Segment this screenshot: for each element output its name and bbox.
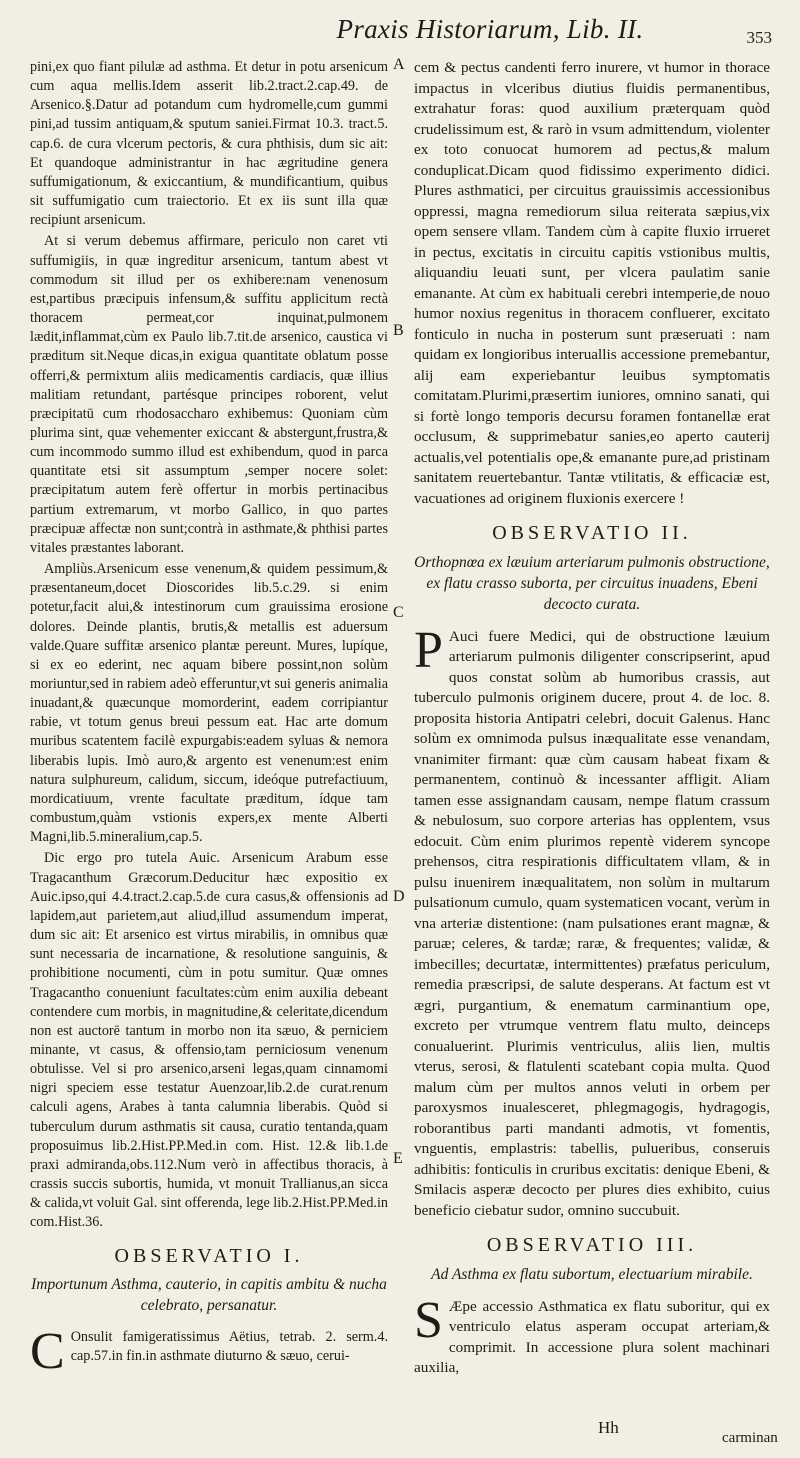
signature-mark: Hh <box>598 1418 619 1437</box>
observation-body <box>414 621 770 1222</box>
margin-letter-e: E <box>393 1150 403 1167</box>
margin-letter-a: A <box>393 56 405 73</box>
drop-cap: P <box>414 621 443 679</box>
margin-letter-c: C <box>393 604 404 621</box>
margin-letter-d: D <box>393 888 405 905</box>
paragraph: Dic ergo pro tutela Auic. Arsenicum Arabum esse Tragacanthum Græcorum.Deducitur hæc expositio ex Auic.ipso,qui 4.4.tract.2.cap.5.de cura casus,& offensionis ad lapidem,aut parietem,aut aliud,illud assumendum imperat, dum sic ait: Et arsenico est virtus mirabilis, in omnibus quæ sunt necessaria de incarnatione, & resolutione sanguinis, & prohibitione nocumenti, cùm in potu sumitur. Quæ omnes Tragacantho conueniunt facultates:cùm enim auxilia debeant contendere cum morbis, in magnitudine,& celeritate,dicendum non est auctorē tantum in morbo non ita sæuo, & perniciem minante, vt casus, & offensio,tam perniciosum venenum obtulisse. Vel si pro arsenico,arseni legas,quam cinnamomi nigri speciem esse testatur Auenzoar,lib.2.de curat.renum calculi agens, Arabes à tanta calumnia liberabis. Quòd si tuberculum durum asthmatis sit causa, curatio tentanda,quam proposuimus lib.2.Hist.PP.Med.in com. Hist. 12.& lib.1.de praxi admiranda,obs.112.Num verò in affectibus thoracis, à crassis succis subortis, humida, vt monuit Trallianus,an sicca & calida,vt voluit Gal. sint offerenda, lege lib.2.Hist.PP.Med.in com.Hist.36. <box>30 850 388 1231</box>
catchword: carminan <box>722 1430 778 1446</box>
observation-body <box>30 1322 388 1380</box>
running-header-title: Praxis Historiarum, Lib. II. <box>336 14 644 44</box>
observation-heading: OBSERVATIO I. <box>114 1244 304 1267</box>
observation-subtitle: Ad Asthma ex flatu subortum, electuarium mirabile. <box>431 1265 753 1283</box>
observation-subtitle: Orthopnœa ex læuium arteriarum pulmonis obstructione, ex flatu crasso suborta, per circuitus inuadens, Ebeni decocto curata. <box>414 553 770 613</box>
margin-letter-b: B <box>393 322 404 339</box>
observation-body <box>414 1291 770 1379</box>
paragraph: cem & pectus candenti ferro inurere, vt humor in thorace impactus in vlceribus diutius fluidis permanentibus, extrahatur foras: quod auxilium præterquam quòd crudelissimum est, & rarò in vsum admittendum, violenter ex toto conuocat humorem ad pectus,& malum conduplicat.Dicam quod fidissimo experimento didici. Plures asthmatici, per circuitus grauissimis accessionibus oppressi, magna remediorum silua reiterata sæpius,vix opem sensere vllam. Tandem cùm à capite fluxio irrueret in pectus, excitatis in circuitu capitis vstionibus multis, aliquandiu leuati sunt, per vlcera paulatim sanie emanante. At cùm ex habituali cerebri intemperie,de nouo humor noxius regenitus in thoracem confluerer, excitato fonticulo in nucha in posterum sunt præseruati : nam quidam ex longioribus interuallis accessione premebantur, alij eam experiebantur leuibus symptomatis comitatam.Plurimi,præsertim iuniores, omnino sanati, qui si fortè longo temporis decursu foramen fontanellæ erat occlusum, & supprimebatur sanies,eo aperto cauterij actualis,vel potentialis ope,& emanante pure,ad pristinam sanitatem reuertebantur. Tantæ vtilitatis, & efficaciæ est, vacuationes ad originem fluxionis exercere ! <box>414 59 770 507</box>
observation-heading: OBSERVATIO III. <box>486 1234 698 1256</box>
drop-cap: S <box>414 1291 443 1349</box>
observation-subtitle: Importunum Asthma, cauterio, in capitis ambitu & nucha celebrato, persanatur. <box>31 1275 387 1314</box>
page-number: 353 <box>746 28 772 47</box>
drop-cap: C <box>30 1322 65 1380</box>
observation-heading: OBSERVATIO II. <box>492 522 692 544</box>
observation-text: Æpe accessio Asthmatica ex flatu suboritur, qui ex ventriculo elatus asperam occupat arteriam,& comprimit. In accessione plura solent machinari auxilia, <box>414 1297 770 1376</box>
paragraph: Ampliùs.Arsenicum esse venenum,& quidem pessimum,& præsentaneum,docet Dioscorides lib.5.c.29. si enim potetur,facit alui,& intestinorum cum grauissima erosione dolores. Deinde plantis, brutis,& metallis est aduersum valde.Quare suffitæ arsenico plantæ pereunt. Mures, lupíque, si ex eo ederint, nec aquam bibere possint,non solùm moriuntur,sed in rabiem adeò efferuntur,vt sui generis animalia inuadant,& quæcunque momorderint, eadem corripiantur rabie, vt totum genus breui pessum eat. Hac arte domum muribus scatentem facilè expurgabis:eadem syluas & nemora liberabis lupis. Imò auro,& argento est venenum:est enim natura sulphureum, calidum, siccum, ideóque putrefactiuum, mordicatiuum, vrente facultate præditum, ídque tam combustum,quàm vstionis expers,ex mente Alberti Magni,lib.5.mineralium,cap.5. <box>30 561 388 846</box>
paragraph: At si verum debemus affirmare, periculo non caret vti suffumigiis, in quæ ingreditur arsenicum, tantum abest vt commodum sit illud per os exhibere:nam venenosum est,partibus præcipuis infensum,& suffitu applicitum rectà thoracem permeat,cor inquinat,pulmonem lædit,inflammat,cùm ex Paulo lib.7.tit.de arsenico, caustica vi præditum sit.Neque dicas,in exigua quantitate oblatum posse offerri,& permixtum aliis medicamentis cardiacis, quæ illius malitiam retundant, partésque principes roborent, velut præcipitatū cum rhodosaccharo exhibemus: Quoniam cùm plurima sint, quæ vehementer exiccant & abstergunt,frustra,& cum incommodo summo illud est exhibendum, quod in parca quantitate etsi sit assumptum ,semper nocere solet: præcipitatum autem ferè offertur in morbis pertinacibus partium extremarum, vt morbo Gallico, in quo partes præcipuæ affectæ non sunt;contrà in asthmate,& phthisi partes vitales præstantes laborant. <box>30 233 388 556</box>
left-column <box>30 58 388 1380</box>
observation-text: Onsulit famigeratissimus Aëtius, tetrab. 2. serm.4. cap.57.in fin.in asthmate diuturno & sæuo, cerui- <box>70 1328 388 1364</box>
paragraph: pini,ex quo fiant pilulæ ad asthma. Et detur in potu arsenicum cum aqua mellis.Idem asserit lib.2.tract.2.cap.49. de Arsenico.§.Datur ad potandum cum hydromelle,cum gummi pini,ad tussim antiquam,& sputum saniei.Firmat 10.3. tract.5. cap.6. de cura vlcerum pectoris, & cura phthisis, dum sic ait: Et quandoque administrantur in hac ægritudine genera suffumigationum, & exiccantium, & mundificantium, quibus sit suffumigatio cum traiectorio. Et ex iis sunt illa quæ recipiunt arsenicum. <box>30 59 388 229</box>
observation-text: Auci fuere Medici, qui de obstructione læuium arteriarum pulmonis diligenter conscripserint, apud quos constat solùm ab humoribus crassis, aut tuberculo pulmonis originem ducere, prout 4. de loc. 8. proposita historia Antipatri celebri, docuit Galenus. Hanc solùm ex omnimoda pulsus inæqualitate esse venandam, vnanimiter firmant: quæ cùm causam habeat fixam & permanentem, continuò & incessanter affligit. Aliam tamen esse assignandam causam, nempe flatum crassum & nebulosum, suo corpore arterias has opplentem, vsus edocuit. Cùm enim plurimos repentè viderem syncope prehensos, citra respirationis difficultatem vllam, & in pulsu inuenirem inæqualitatem, non solùm in multarum pulsationum cumulo, quam systematicen vocant, verùm in vna arteriæ distentione: (nam pulsationes erant magnæ, & paruæ; celeres, & tardæ; raræ, & frequentes; validæ, & imbecilles; decurtatæ, intermittentes) præfatus periculum, remedia præscripsi, de salute desperans. At factum est vt ægri, purgantium, & enematum carminantium ope, excreto per vtrumque ventrem flatu multo, deinceps conualuerint. Plurimis ventriculus, aliis lien, multis vterus, serosi, & flatulenti scatebant copia multa. Quod malum cùm per multos annos veluti in orbem per paroxysmos inualesceret, phlegmagogis, hydragogis, roborantibus parti mandanti admotis, vt fomentis, vnguentis, emplastris: tabellis, pulueribus, conseruis adhibitis: fonticulis in cruribus excitatis: denique Ebeni, & Smilacis asperæ decocto per plures dies exhibito, cuius beneficio ciebatur sudor, omnino succubuit. <box>414 627 770 1219</box>
right-column <box>414 58 770 1381</box>
